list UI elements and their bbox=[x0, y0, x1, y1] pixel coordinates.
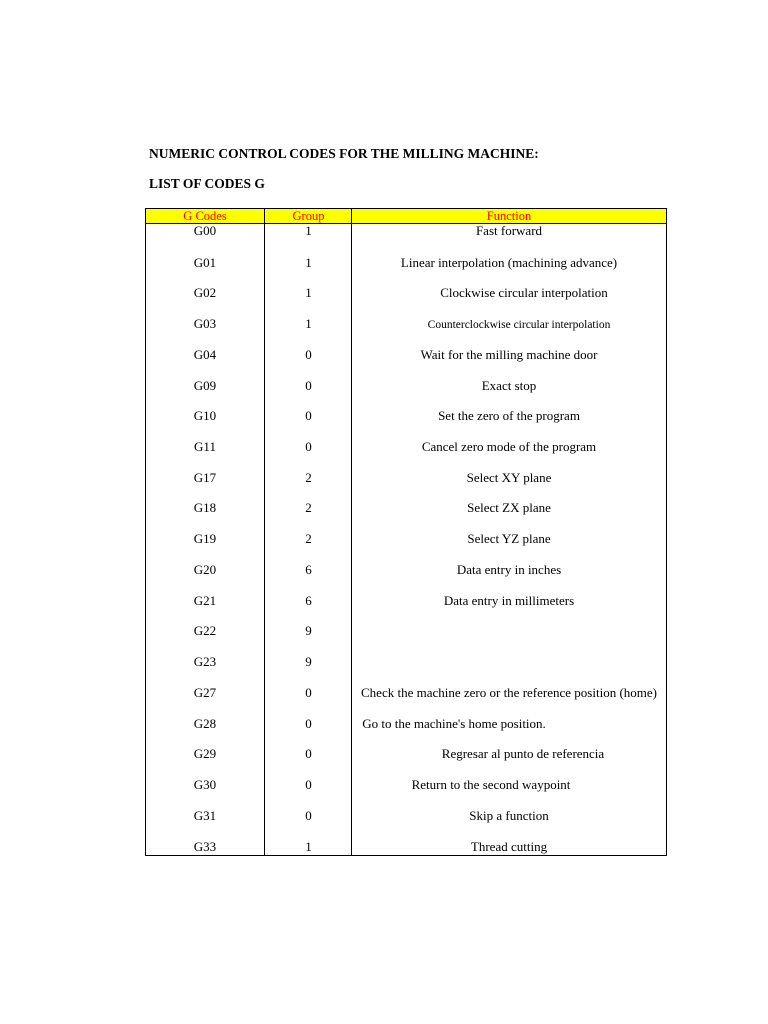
group-cell: 0 bbox=[305, 408, 312, 423]
g-code-cell: G04 bbox=[193, 347, 217, 362]
g-code-cell: G03 bbox=[193, 316, 217, 331]
group-cell: 6 bbox=[305, 593, 312, 608]
table-row bbox=[146, 563, 666, 593]
table-row bbox=[146, 532, 666, 562]
function-cell: Wait for the milling machine door bbox=[420, 347, 598, 362]
function-cell: Fast forward bbox=[475, 223, 543, 238]
document-title: NUMERIC CONTROL CODES FOR THE MILLING MACHINE: bbox=[149, 146, 539, 161]
function-cell: Return to the second waypoint bbox=[411, 777, 571, 792]
table-row bbox=[146, 717, 666, 747]
g-code-cell: G21 bbox=[193, 593, 217, 608]
group-cell: 0 bbox=[305, 716, 312, 731]
g-code-cell: G09 bbox=[193, 378, 217, 393]
header-g-codes: G Codes bbox=[183, 209, 227, 223]
function-cell: Thread cutting bbox=[470, 839, 548, 854]
group-cell: 0 bbox=[305, 347, 312, 362]
table-row bbox=[146, 224, 666, 254]
function-cell: Counterclockwise circular interpolation bbox=[427, 319, 611, 331]
g-code-cell: G10 bbox=[193, 408, 217, 423]
table-row bbox=[146, 440, 666, 470]
header-function: Function bbox=[486, 209, 532, 223]
g-code-cell: G02 bbox=[193, 285, 217, 300]
g-code-cell: G18 bbox=[193, 500, 217, 515]
g-code-cell: G20 bbox=[193, 562, 217, 577]
table-row bbox=[146, 501, 666, 531]
group-cell: 1 bbox=[305, 285, 312, 300]
group-cell: 2 bbox=[305, 531, 312, 546]
g-code-cell: G01 bbox=[193, 255, 217, 270]
table-row bbox=[146, 686, 666, 716]
group-cell: 1 bbox=[305, 255, 312, 270]
table-row bbox=[146, 747, 666, 777]
table-header-row bbox=[146, 209, 666, 224]
table-row bbox=[146, 256, 666, 286]
table-row bbox=[146, 471, 666, 501]
table-row bbox=[146, 379, 666, 409]
group-cell: 1 bbox=[305, 223, 312, 238]
g-code-cell: G29 bbox=[193, 746, 217, 761]
g-code-cell: G30 bbox=[193, 777, 217, 792]
group-cell: 6 bbox=[305, 562, 312, 577]
group-cell: 2 bbox=[305, 470, 312, 485]
function-cell: Skip a function bbox=[469, 808, 549, 823]
group-cell: 0 bbox=[305, 685, 312, 700]
g-code-cell: G19 bbox=[193, 531, 217, 546]
g-code-cell: G31 bbox=[193, 808, 217, 823]
group-cell: 9 bbox=[305, 623, 312, 638]
group-cell: 9 bbox=[305, 654, 312, 669]
header-group: Group bbox=[292, 209, 325, 223]
g-codes-table bbox=[145, 208, 667, 856]
function-cell: Data entry in millimeters bbox=[443, 593, 575, 608]
group-cell: 1 bbox=[305, 839, 312, 854]
function-cell: Go to the machine's home position. bbox=[362, 716, 546, 731]
table-row bbox=[146, 286, 666, 316]
g-code-cell: G17 bbox=[193, 470, 217, 485]
group-cell: 0 bbox=[305, 746, 312, 761]
g-code-cell: G11 bbox=[194, 439, 216, 454]
group-cell: 0 bbox=[305, 439, 312, 454]
table-row bbox=[146, 594, 666, 624]
group-cell: 0 bbox=[305, 777, 312, 792]
function-cell: Cancel zero mode of the program bbox=[421, 439, 597, 454]
g-code-cell: G27 bbox=[193, 685, 217, 700]
table-row bbox=[146, 809, 666, 839]
function-cell: Check the machine zero or the reference position (home) bbox=[361, 685, 657, 700]
table-row bbox=[146, 317, 666, 347]
group-cell: 1 bbox=[305, 316, 312, 331]
table-row bbox=[146, 655, 666, 685]
function-cell: Linear interpolation (machining advance) bbox=[400, 255, 618, 270]
function-cell: Data entry in inches bbox=[456, 562, 562, 577]
function-cell: Exact stop bbox=[481, 378, 537, 393]
table-row bbox=[146, 348, 666, 378]
section-title: LIST OF CODES G bbox=[149, 176, 265, 191]
function-cell: Clockwise circular interpolation bbox=[440, 285, 608, 300]
table-row bbox=[146, 778, 666, 808]
group-cell: 0 bbox=[305, 378, 312, 393]
function-cell: Regresar al punto de referencia bbox=[441, 746, 605, 761]
function-cell: Select YZ plane bbox=[467, 531, 551, 546]
g-code-cell: G22 bbox=[193, 623, 217, 638]
table-row bbox=[146, 624, 666, 654]
group-cell: 2 bbox=[305, 500, 312, 515]
g-code-cell: G28 bbox=[193, 716, 217, 731]
table-row bbox=[146, 840, 666, 870]
function-cell: Select ZX plane bbox=[467, 500, 551, 515]
g-code-cell: G33 bbox=[193, 839, 217, 854]
function-cell: Select XY plane bbox=[466, 470, 552, 485]
g-code-cell: G00 bbox=[193, 223, 217, 238]
table-row bbox=[146, 409, 666, 439]
g-code-cell: G23 bbox=[193, 654, 217, 669]
group-cell: 0 bbox=[305, 808, 312, 823]
function-cell: Set the zero of the program bbox=[438, 408, 580, 423]
